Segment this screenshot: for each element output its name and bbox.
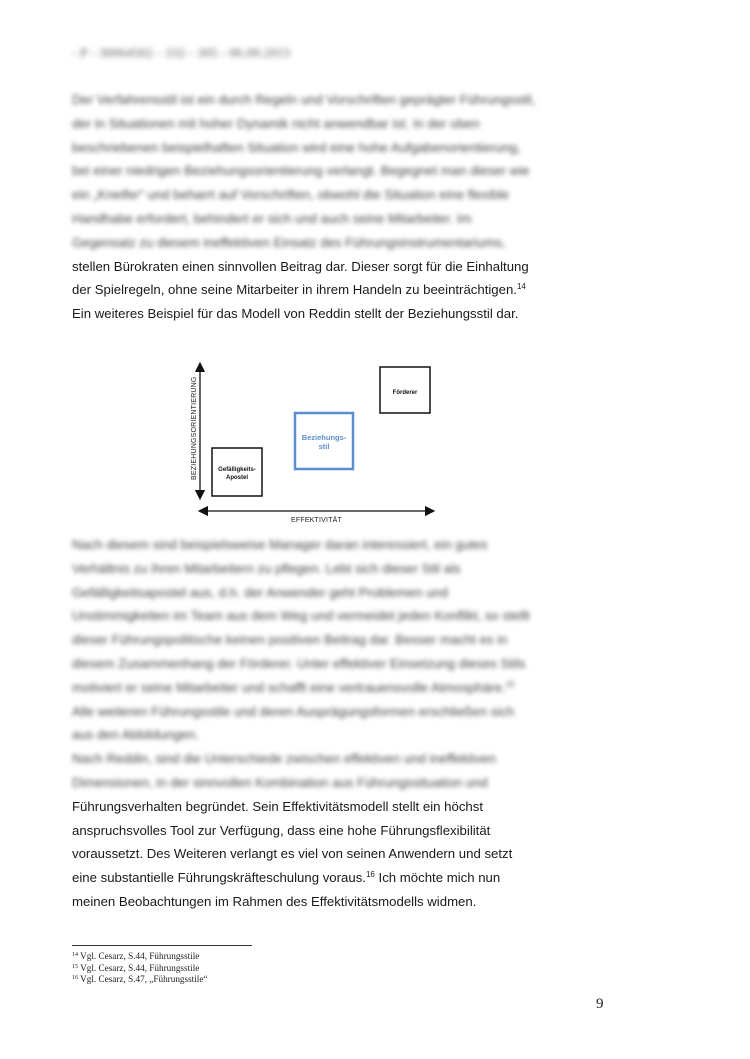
footnote-ref: 15 [505, 679, 515, 689]
blurred-line: Verhältnis zu ihren Mitarbeitern zu pflegen. Lebt sich dieser Stil als [72, 560, 461, 576]
footnote-text: Vgl. Cesarz, S.44, Führungsstile [80, 951, 200, 961]
blurred-line: ein „Kneifer“ und beharrt auf Vorschriften, obwohl die Situation eine flexible [72, 187, 509, 203]
blurred-line: Alle weiteren Führungsstile und deren Ausprägungsformen erschließen sich [72, 703, 515, 719]
blurred-line: Handhabe erfordert, behindert er sich und auch seine Mitarbeiter. Im [72, 210, 472, 226]
footnote-ref[interactable]: 16 [365, 870, 375, 880]
blurred-line: Nach Reddin, sind die Unterschiede zwischen effektiven und ineffektiven [72, 751, 496, 767]
box-gefaelligkeits-label-1: Gefälligkeits- [218, 467, 256, 473]
text-line: Führungsverhalten begründet. Sein Effektivitätsmodell stellt ein höchst [72, 798, 484, 814]
text-line: meinen Beobachtungen im Rahmen des Effektivitätsmodells widmen. [72, 893, 477, 909]
text-span: Ich möchte mich nun [374, 870, 501, 886]
blurred-line: diesem Zusammenhang der Förderer. Unter effektiver Einsetzung dieses Stils [72, 655, 526, 671]
blurred-line: beschriebenen beispielhaften Situation wird eine hohe Aufgabenorientierung, [72, 139, 521, 155]
footnote-number: 15 [72, 963, 78, 970]
box-gefaelligkeits-label-2: Apostel [225, 475, 249, 481]
box-beziehungsstil-label-1: Beziehungs- [301, 433, 347, 442]
footnote-number: 16 [72, 975, 78, 981]
blurred-line: aus den Abbildungen. [72, 727, 199, 743]
blurred-line: Nach diesem sind beispielsweise Manager daran interessiert, ein gutes [72, 537, 488, 552]
footnote-ref[interactable]: 14 [516, 282, 526, 292]
footnote-separator [72, 945, 252, 946]
blurred-line: Gegensatz zu diesem ineffektiven Einsatz des Führungsinstrumentariums, [72, 234, 506, 250]
text-span: motiviert er seine Mitarbeiter und schafft eine vertrauensvolle Atmosphäre. [72, 679, 506, 695]
blurred-line [72, 676, 572, 700]
y-axis-label: BEZIEHUNGSORIENTIERUNG [191, 376, 198, 480]
footnote-14 [72, 951, 207, 963]
footnotes [72, 951, 207, 986]
blurred-line: Dimensionen, in der sinnvollen Kombination aus Führungssituation und [72, 774, 488, 790]
paragraph-effectiveness [72, 533, 572, 914]
paragraph-reddin-intro [72, 88, 572, 326]
text-span: eine substantielle Führungskräfteschulung voraus. [72, 870, 366, 886]
footnote-text: Vgl. Cesarz, S.44, Führungsstile [80, 962, 200, 973]
page-header: - P - 30064502 - 332 - 305 - 06.09.2015 [72, 45, 291, 60]
blurred-line: Gefälligkeitsapostel aus, d.h. der Anwender geht Problemen und [72, 584, 449, 600]
diagram-svg [185, 355, 455, 530]
blurred-line: Der Verfahrensstil ist ein durch Regeln und Vorschriften geprägter Führungsstil, [72, 92, 536, 107]
text-line: stellen Bürokraten einen sinnvollen Beitrag dar. Dieser sorgt für die Einhaltung [72, 258, 529, 274]
text-line: anspruchsvolles Tool zur Verfügung, dass eine hohe Führungsflexibilität [72, 822, 491, 838]
blurred-line: der in Situationen mit hoher Dynamik nicht anwendbar ist. In der oben [72, 115, 480, 131]
text-line: voraussetzt. Des Weiteren verlangt es viel von seinen Anwendern und setzt [72, 846, 513, 862]
reddin-diagram [185, 355, 455, 530]
box-foerderer-label: Förderer [392, 390, 418, 396]
blurred-line: bei einer niedrigen Beziehungsorientierung verlangt. Begegnet man dieser wie [72, 163, 530, 179]
box-beziehungsstil-label-2: stil [318, 442, 330, 451]
footnote-text: Vgl. Cesarz, S.47, „Führungsstile“ [80, 974, 208, 984]
text-span: der Spielregeln, ohne seine Mitarbeiter in ihrem Handeln zu beeinträchtigen. [72, 282, 517, 298]
footnote-number: 14 [72, 952, 78, 958]
text-line [72, 278, 572, 302]
text-line [72, 866, 572, 890]
text-line: Ein weiteres Beispiel für das Modell von Reddin stellt der Beziehungsstil dar. [72, 306, 519, 322]
footnote-15 [72, 963, 207, 975]
page-number: 9 [596, 996, 604, 1012]
x-axis-label: EFFEKTIVITÄT [291, 517, 343, 524]
footnote-16 [72, 974, 207, 986]
blurred-line: Unstimmigkeiten im Team aus dem Weg und vermeidet jeden Konflikt, so stellt [72, 608, 530, 624]
blurred-line: dieser Führungspolitische keinen positiven Beitrag dar. Besser macht es in [72, 632, 508, 648]
